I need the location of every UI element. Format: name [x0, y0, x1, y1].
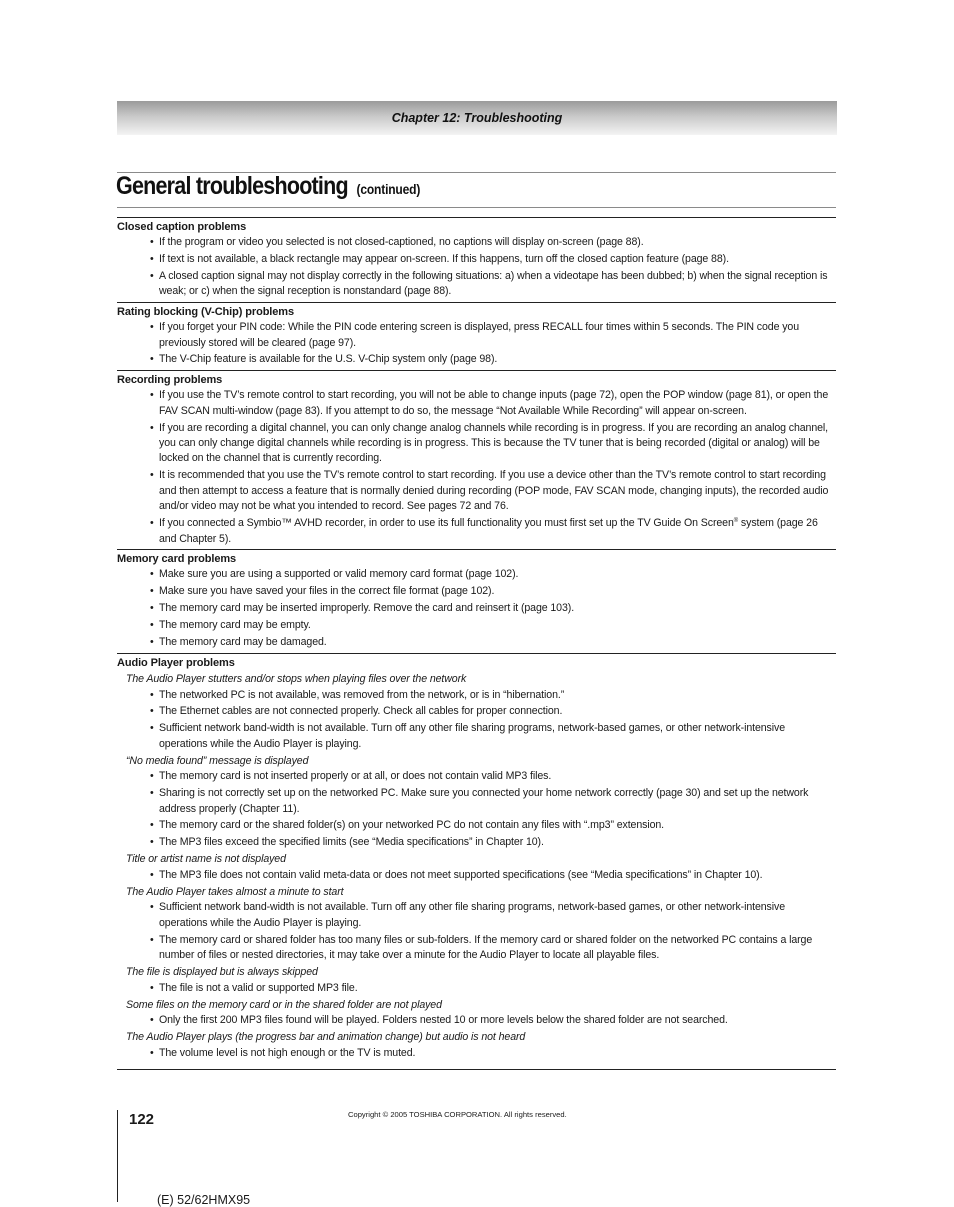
section-title: Audio Player problems: [117, 656, 235, 669]
list-item: • The MP3 files exceed the specified limits (see “Media specifications” in Chapter 10).: [159, 835, 836, 850]
chapter-header-band: [117, 101, 837, 135]
list-item: • If you use the TV’s remote control to start recording, you will not be able to change inputs (page 72), open the POP window (page 81), or open the FAV SCAN multi-window (page 83). If you attempt to do so, the message “Not Available While Recording” will appear on-screen.: [159, 388, 836, 419]
problem-subtitle: “No media found” message is displayed: [126, 754, 309, 767]
section-title: Closed caption problems: [117, 221, 247, 233]
bullet-list: [117, 388, 836, 547]
section: [117, 302, 836, 370]
bullet-list: [117, 1013, 836, 1028]
list-item: • The V-Chip feature is available for the U.S. V-Chip system only (page 98).: [159, 352, 836, 367]
list-item: • If you connected a Symbio™ AVHD recorder, in order to use its full functionality you must first set up the TV Guide On Screen® system (page 26 and Chapter 5).: [159, 516, 836, 547]
list-item: • Sufficient network band-width is not available. Turn off any other file sharing programs, network-based games, or other network-intensive operations while the Audio Player is playing.: [159, 900, 836, 931]
list-item: • The memory card or shared folder has too many files or sub-folders. If the memory card or shared folder on the networked PC contains a large number of files or nested directories, it may take over a minute for the Audio Player to locate all playable files.: [159, 933, 836, 964]
problem-subtitle: Some files on the memory card or in the shared folder are not played: [126, 998, 442, 1011]
chapter-title: Chapter 12: Troubleshooting: [391, 111, 563, 125]
title-rule-bottom: [117, 207, 836, 208]
list-item: • If you are recording a digital channel, you can only change analog channels while recording is in progress. If you are recording an analog channel, you can only change digital channels while recording is in progress. This is because the TV tuner that is being recorded (digital or analog) will be locked on the channel that is currently recording.: [159, 421, 836, 467]
bullet-list: [117, 235, 836, 300]
bullet-list: [117, 688, 836, 753]
bullet-list: [117, 981, 836, 996]
section-title: Recording problems: [117, 374, 223, 387]
list-item: • Make sure you are using a supported or valid memory card format (page 102).: [159, 567, 836, 582]
problem-subtitle: Title or artist name is not displayed: [126, 853, 286, 866]
problem-subtitle: The Audio Player plays (the progress bar and animation change) but audio is not heard: [126, 1031, 526, 1043]
footer-vertical-rule: [117, 1110, 118, 1202]
troubleshooting-content: [117, 217, 836, 1070]
list-item: • The memory card is not inserted properly or at all, or does not contain valid MP3 files.: [159, 769, 836, 784]
list-item: • If text is not available, a black rectangle may appear on-screen. If this happens, turn off the closed caption feature (page 88).: [159, 252, 836, 267]
page-title: [116, 172, 420, 201]
list-item: • It is recommended that you use the TV’s remote control to start recording. If you use a device other than the TV’s remote control to start recording and then attempt to access a feature that is normally denied during recording (POP mode, FAV SCAN mode, changing inputs), the recorded audio and/or video may not be what you intended to record. See pages 72 and 76.: [159, 468, 836, 514]
list-item: • A closed caption signal may not display correctly in the following situations: a) when a videotape has been dubbed; b) when the signal reception is weak; or c) when the signal reception is nonstandard (page 88).: [159, 269, 836, 300]
model-number: (E) 52/62HMX95: [157, 1193, 251, 1207]
list-item: • The memory card may be inserted improperly. Remove the card and reinsert it (page 103).: [159, 601, 836, 616]
problem-subtitle: The file is displayed but is always skipped: [126, 966, 318, 978]
page-title-main: General troubleshooting: [116, 172, 348, 200]
list-item: • Only the first 200 MP3 files found will be played. Folders nested 10 or more levels below the shared folder are not searched.: [159, 1013, 836, 1028]
bullet-list: [117, 567, 836, 650]
list-item: • Sharing is not correctly set up on the networked PC. Make sure you connected your home network correctly (page 30) and set up the network address properly (Chapter 11).: [159, 786, 836, 817]
list-item: • If you forget your PIN code: While the PIN code entering screen is displayed, press RECALL four times within 5 seconds. The PIN code you previously stored will be cleared (page 97).: [159, 320, 836, 351]
section-title: Rating blocking (V-Chip) problems: [117, 306, 294, 319]
bullet-list: [117, 769, 836, 851]
list-item: • If the program or video you selected is not closed-captioned, no captions will display on-screen (page 88).: [159, 235, 836, 250]
section: [117, 217, 836, 302]
page-number: 122: [129, 1111, 155, 1128]
list-item: • The Ethernet cables are not connected properly. Check all cables for proper connection.: [159, 704, 836, 719]
bullet-list: [117, 868, 836, 883]
list-item: • The MP3 file does not contain valid meta-data or does not meet supported specifications (see “Media specifications” in Chapter 10).: [159, 868, 836, 883]
section: [117, 549, 836, 653]
bullet-list: [117, 1046, 836, 1061]
section: [117, 653, 836, 1064]
list-item: • The volume level is not high enough or the TV is muted.: [159, 1046, 836, 1061]
page-title-suffix: (continued): [356, 181, 421, 197]
problem-subtitle: The Audio Player stutters and/or stops when playing files over the network: [126, 672, 467, 685]
section: [117, 370, 836, 549]
copyright-notice: Copyright © 2005 TOSHIBA CORPORATION. All rights reserved.: [348, 1110, 567, 1119]
list-item: • Make sure you have saved your files in the correct file format (page 102).: [159, 584, 836, 599]
problem-subtitle: The Audio Player takes almost a minute to start: [126, 885, 344, 898]
section-title: Memory card problems: [117, 553, 237, 566]
content-end-rule: [117, 1069, 836, 1070]
list-item: • The file is not a valid or supported MP3 file.: [159, 981, 836, 996]
list-item: • The memory card may be empty.: [159, 618, 836, 633]
list-item: • Sufficient network band-width is not available. Turn off any other file sharing programs, network-based games, or other network-intensive operations while the Audio Player is playing.: [159, 721, 836, 752]
list-item: • The networked PC is not available, was removed from the network, or is in “hibernation.”: [159, 688, 836, 703]
list-item: • The memory card or the shared folder(s) on your networked PC do not contain any files with “.mp3” extension.: [159, 818, 836, 833]
bullet-list: [117, 900, 836, 963]
list-item: • The memory card may be damaged.: [159, 635, 836, 650]
bullet-list: [117, 320, 836, 368]
